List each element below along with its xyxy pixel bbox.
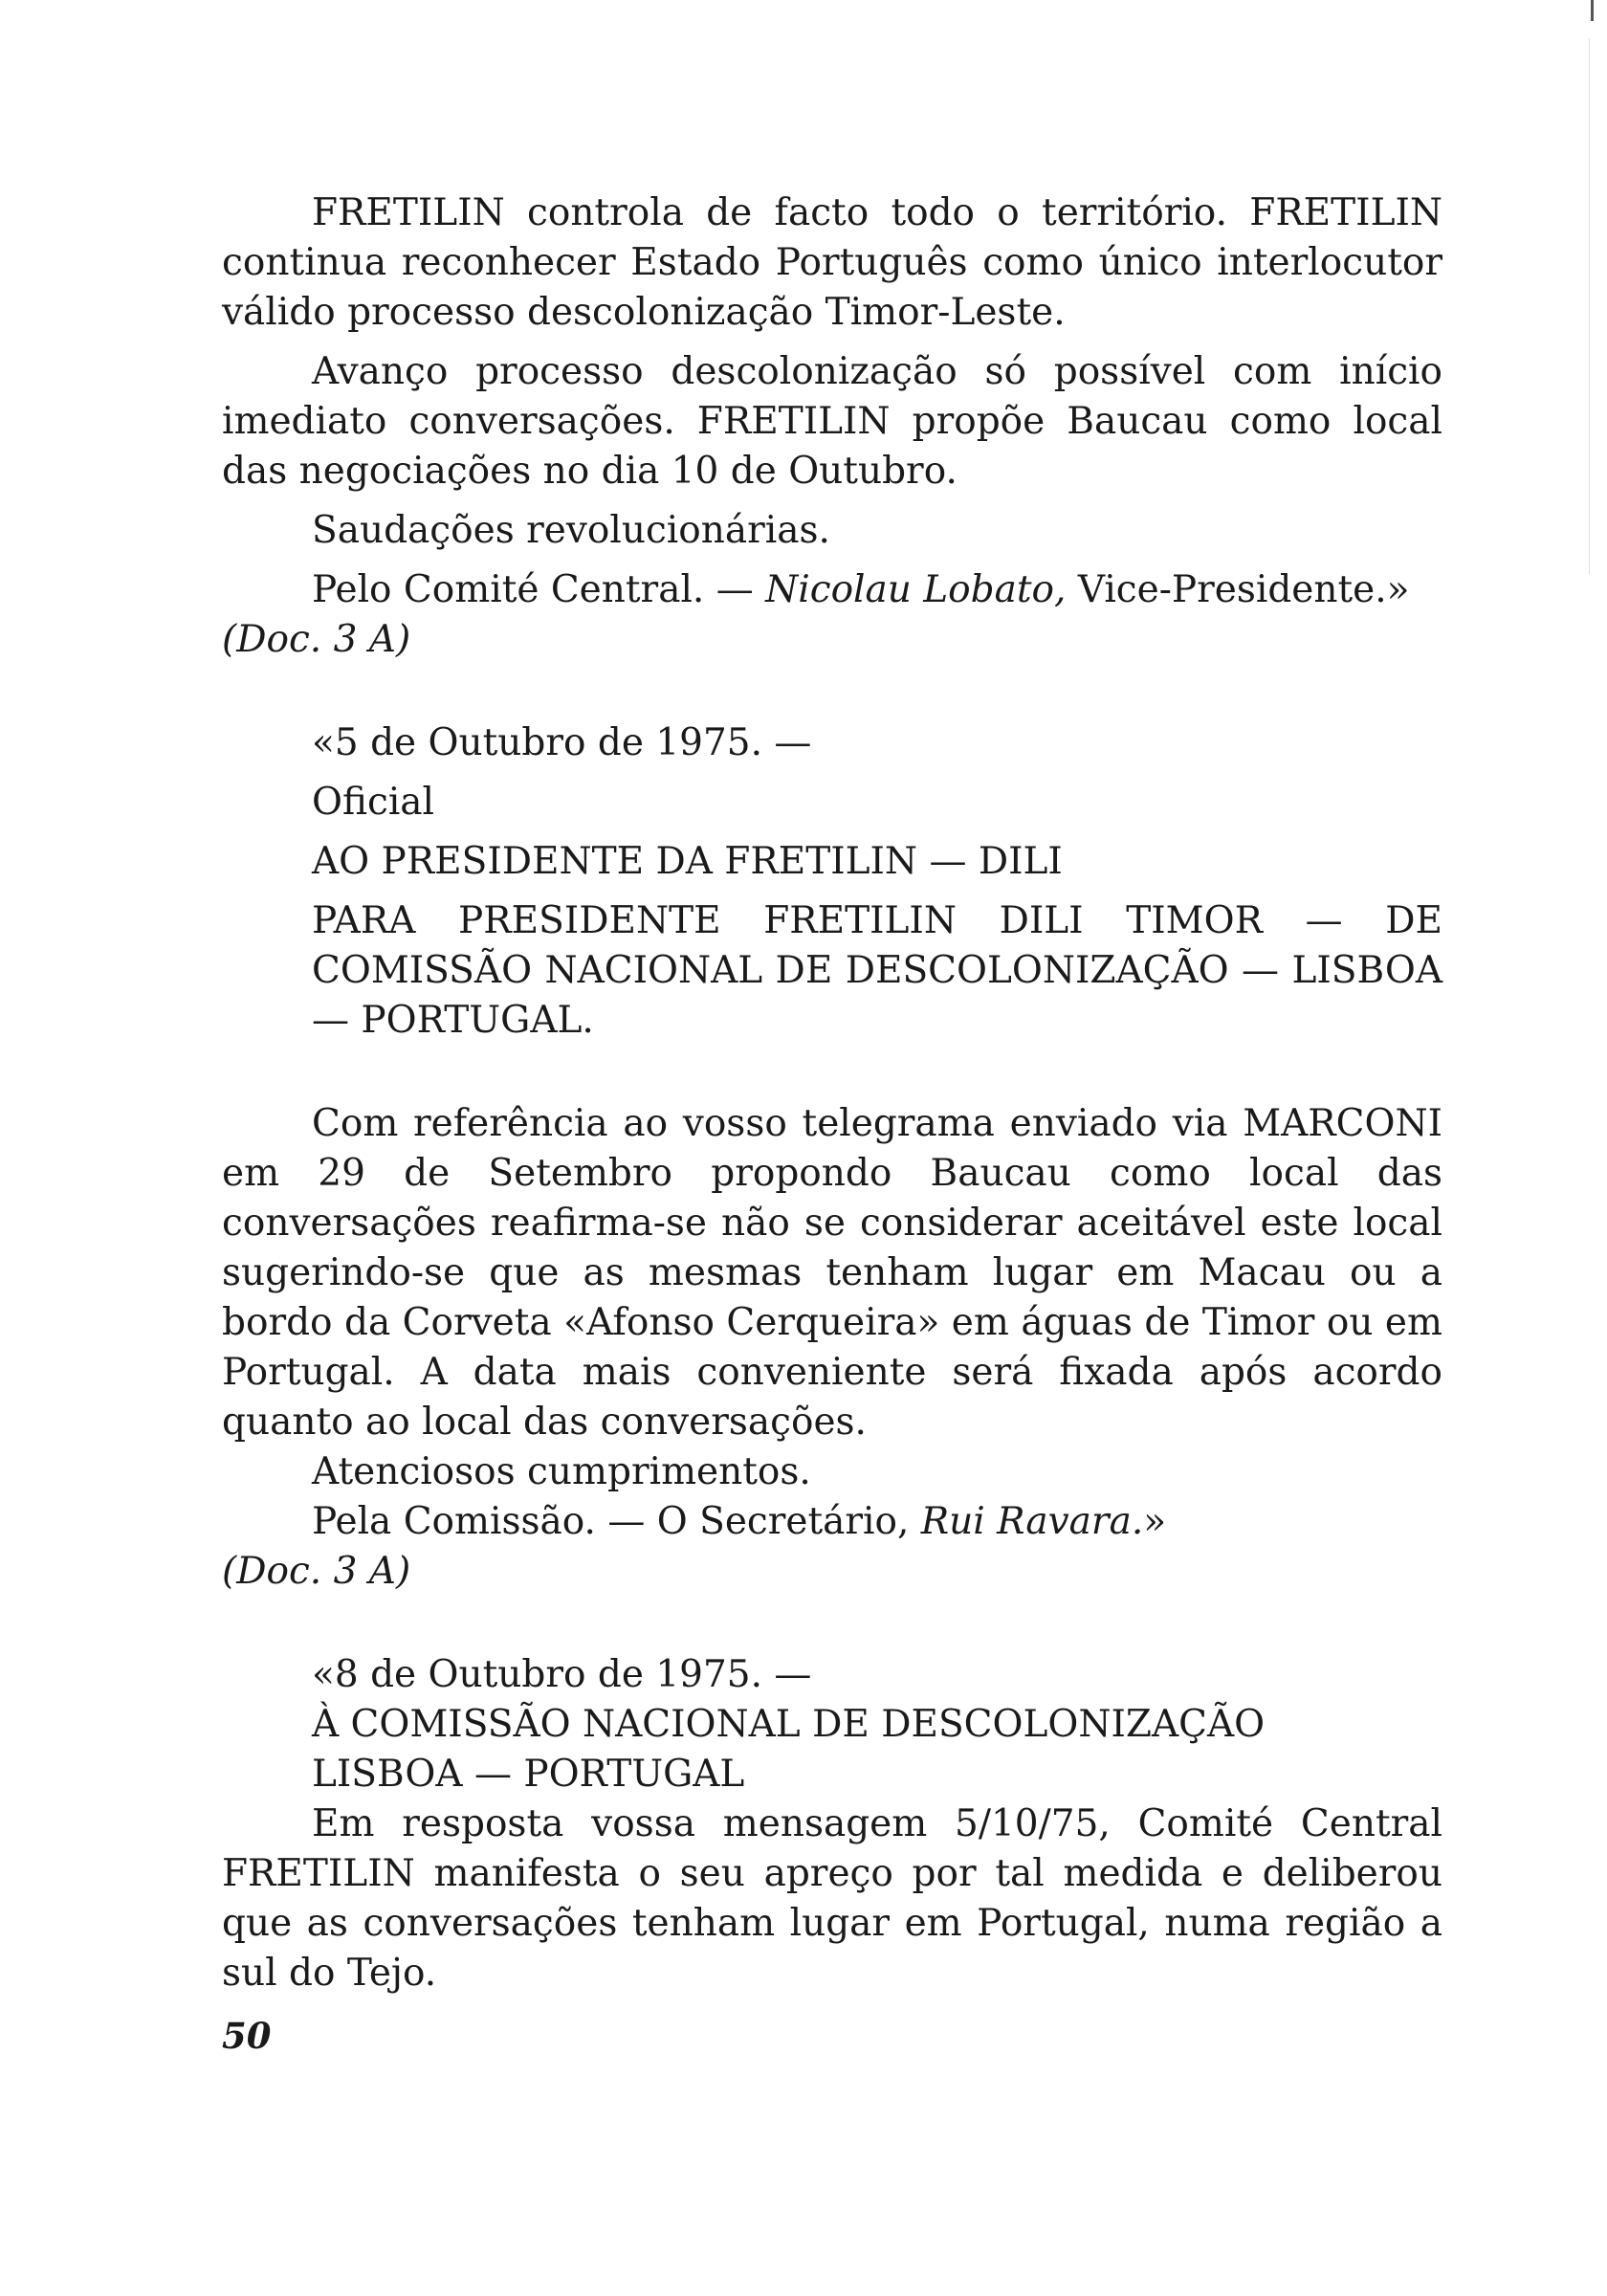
body-text: [222, 188, 1442, 1998]
paragraph-signature-lobato: [222, 565, 1442, 615]
telegram-body-5-oct: Com referência ao vosso telegrama enviado via MARCONI em 29 de Setembro propondo Baucau como local das conversações reafirma-se não se considerar aceitável este local sugerindo-se que as mesmas tenham lugar em Macau ou a bordo da Corveta «Afonso Cerqueira» em águas de Timor ou em Portugal. A data mais conveniente será fixada após acordo quanto ao local das conversações.: [222, 1102, 1442, 1444]
doc-reference-2: (Doc. 3 A): [222, 1550, 411, 1593]
telegram-header: PARA PRESIDENTE FRETILIN DILI TIMOR — DE COMISSÃO NACIONAL DE DESCOLONIZAÇÃO — LISBOA — PORTUGAL.: [312, 899, 1442, 1042]
doc-reference-1: (Doc. 3 A): [222, 618, 411, 661]
telegram-official-label: Oficial: [312, 781, 435, 824]
telegram-closing: Atenciosos cumprimentos.: [312, 1450, 811, 1493]
telegram-recipient: AO PRESIDENTE DA FRETILIN — DILI: [312, 840, 1063, 883]
signature-name-ravara: Rui Ravara.: [920, 1500, 1144, 1543]
signature-ravara-suffix: »: [1143, 1500, 1167, 1543]
page-number: 50: [222, 2015, 272, 2057]
telegram-signature-ravara: [222, 1497, 1442, 1547]
telegram-date-5-oct: «5 de Outubro de 1975. —: [312, 721, 812, 764]
telegram-body-8-oct: Em resposta vossa mensagem 5/10/75, Comité Central FRETILIN manifesta o seu apreço por tal medida e deliberou que as conversações tenham lugar em Portugal, numa região a sul do Tejo.: [222, 1802, 1442, 1995]
scan-edge-line: [1589, 38, 1590, 574]
telegram-date-8-oct: «8 de Outubro de 1975. —: [312, 1653, 812, 1696]
signature-prefix: Pelo Comité Central. —: [312, 568, 766, 611]
signature-name-lobato: Nicolau Lobato,: [765, 568, 1067, 611]
telegram-place: LISBOA — PORTUGAL: [312, 1753, 745, 1796]
telegram-recipient-commission: À COMISSÃO NACIONAL DE DESCOLONIZAÇÃO: [312, 1703, 1266, 1746]
scan-edge-mark: [1591, 0, 1594, 21]
paragraph-baucau-proposal: Avanço processo descolonização só possível com início imediato conversações. FRETILIN propõe Baucau como local das negociações no dia 10 de Outubro.: [222, 350, 1442, 493]
paragraph-fretilin-control: FRETILIN controla de facto todo o território. FRETILIN continua reconhecer Estado Português como único interlocutor válido processo descolonização Timor-Leste.: [222, 191, 1442, 334]
signature-suffix: Vice-Presidente.»: [1066, 568, 1410, 611]
signature-ravara-prefix: Pela Comissão. — O Secretário,: [312, 1500, 921, 1543]
paragraph-greetings: Saudações revolucionárias.: [312, 509, 830, 552]
